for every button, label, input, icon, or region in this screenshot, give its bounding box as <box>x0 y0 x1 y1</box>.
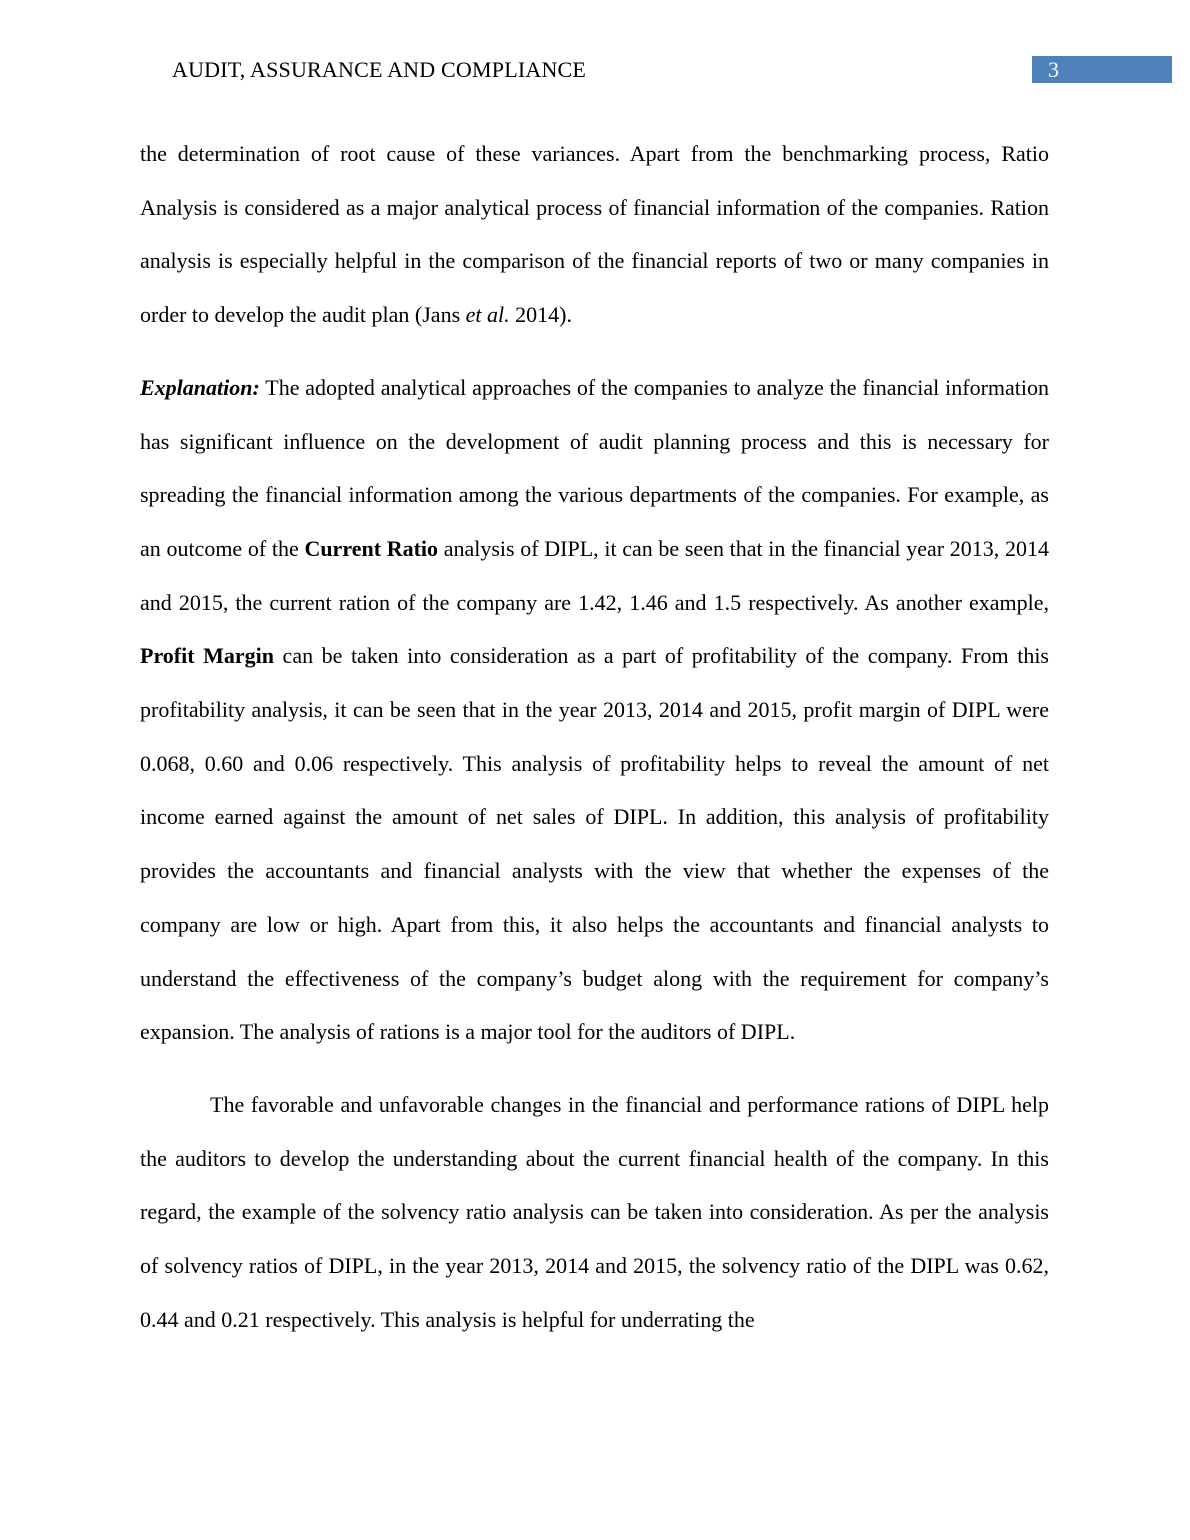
italic-citation: et al. <box>465 302 510 328</box>
paragraph-solvency: The favorable and unfavorable changes in the financial and performance rations of DIPL help the auditors to develop the understanding about the current financial health of the company. In this regard, the example of the solvency ratio analysis can be taken into consideration. As per the analysis of solvency ratios of DIPL, in the year 2013, 2014 and 2015, the solvency ratio of the DIPL was 0.62, 0.44 and 0.21 respectively. This analysis is helpful for underrating the <box>140 1091 1049 1332</box>
bold-term-current-ratio: Current Ratio <box>304 535 439 561</box>
text-run: 2014). <box>509 302 572 328</box>
page-number: 3 <box>1048 57 1059 82</box>
document-body <box>140 127 1049 1346</box>
text-run: can be taken into consideration as a part of profitability of the company. From this profitability analysis, it can be seen that in the year 2013, 2014 and 2015, profit margin of DIPL were 0.068, 0.60 and 0.06 respectively. This analysis of profitability helps to reveal the amount of net income earned against the amount of net sales of DIPL. In addition, this analysis of profitability provides the accountants and financial analysts with the view that whether the expenses of the company are low or high. Apart from this, it also helps the accountants and financial analysts to understand the effectiveness of the company’s budget along with the requirement for company’s expansion. The analysis of rations is a major tool for the auditors of DIPL. <box>140 643 1049 1045</box>
text-run: analysis of DIPL, it can be seen that in the financial year 2013, 2014 and 2015, the current ration of the company are 1.42, 1.46 and 1.5 respectively. As another example, <box>140 535 1049 615</box>
text-run: The adopted analytical approaches of the companies to analyze the financial information has significant influence on the development of audit planning process and this is necessary for spreading the financial information among the various departments of the companies. For example, as an outcome of the <box>140 374 1049 561</box>
explanation-label: Explanation: <box>140 374 260 400</box>
text-run: the determination of root cause of these variances. Apart from the benchmarking process, Ratio Analysis is considered as a major analytical process of financial information of the companies. Ration analysis is especially helpful in the comparison of the financial reports of two or many companies in order to develop the audit plan (Jans <box>140 141 1049 328</box>
page-number-box <box>1032 56 1172 83</box>
bold-term-profit-margin: Profit Margin <box>140 643 274 669</box>
paragraph-explanation <box>140 361 1049 1059</box>
running-header-title: AUDIT, ASSURANCE AND COMPLIANCE <box>172 57 587 82</box>
paragraph-ratio-analysis <box>140 127 1049 342</box>
